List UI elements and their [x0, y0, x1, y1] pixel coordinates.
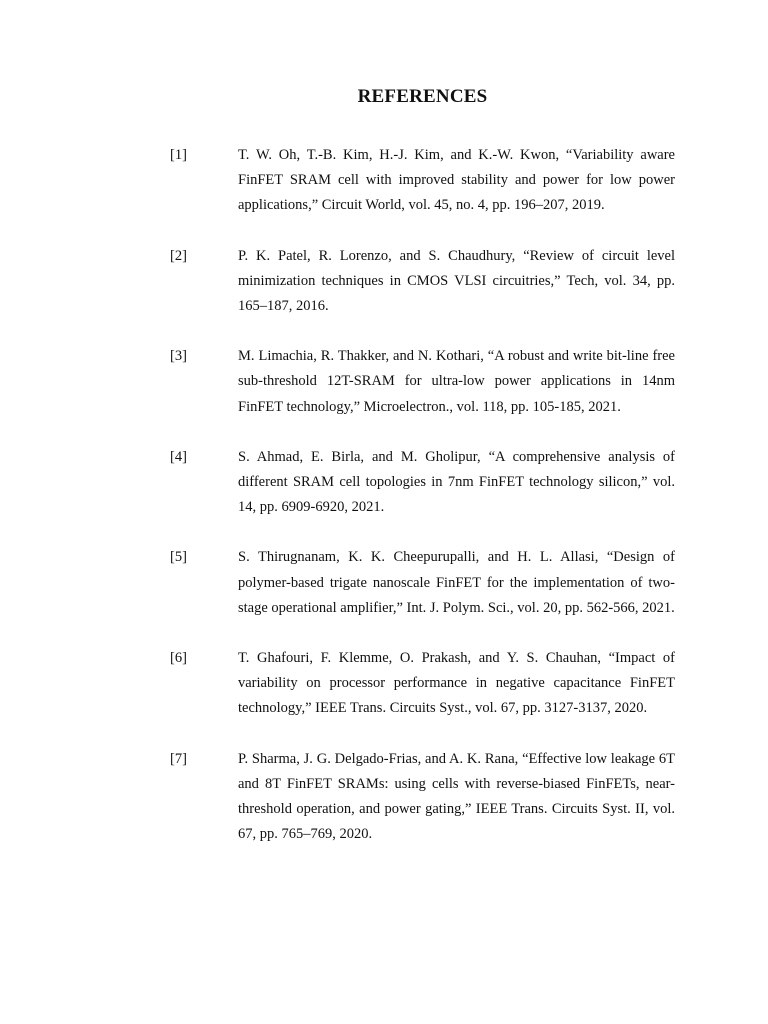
reference-number: [1] — [170, 147, 187, 163]
reference-number: [3] — [170, 348, 187, 365]
reference-item — [170, 646, 675, 722]
reference-text: S. Thirugnanam, K. K. Cheepurupalli, and H. L. Allasi, “Design of polymer-based trigate nanoscale FinFET for the implementation of two-stage operational amplifier,” Int. J. Polym. Sci., vol. 20, pp. 562-566, 2021. — [238, 549, 675, 616]
reference-number: [4] — [170, 448, 187, 465]
reference-text: T. W. Oh, T.-B. Kim, H.-J. Kim, and K.-W. Kwon, “Variability aware FinFET SRAM cell with improved stability and power for low power applications,” Circuit World, vol. 45, no. 4, pp. 196–207, 2019. — [238, 147, 675, 214]
reference-number: [2] — [170, 247, 187, 264]
page-title: REFERENCES — [357, 86, 488, 107]
reference-number: [7] — [170, 750, 187, 767]
reference-list — [170, 143, 675, 872]
reference-item — [170, 143, 675, 219]
reference-text: P. Sharma, J. G. Delgado-Frias, and A. K. Rana, “Effective low leakage 6T and 8T FinFET SRAMs: using cells with reverse-biased FinFETs, near-threshold operation, and power gating,” IEEE Trans. Circuits Syst. II, vol. 67, pp. 765–769, 2020. — [238, 750, 675, 843]
reference-number: [6] — [170, 650, 187, 667]
reference-item — [170, 747, 675, 848]
reference-item — [170, 344, 675, 420]
reference-item — [170, 445, 675, 521]
reference-number: [5] — [170, 549, 187, 566]
reference-text: S. Ahmad, E. Birla, and M. Gholipur, “A comprehensive analysis of different SRAM cell topologies in 7nm FinFET technology silicon,” vol. 14, pp. 6909-6920, 2021. — [238, 448, 675, 516]
reference-text: P. K. Patel, R. Lorenzo, and S. Chaudhury, “Review of circuit level minimization techniques in CMOS VLSI circuitries,” Tech, vol. 34, pp. 165–187, 2016. — [238, 247, 675, 315]
reference-text: T. Ghafouri, F. Klemme, O. Prakash, and Y. S. Chauhan, “Impact of variability on processor performance in negative capacitance FinFET technology,” IEEE Trans. Circuits Syst., vol. 67, pp. 3127-3137, 2020. — [238, 650, 675, 717]
reference-item — [170, 545, 675, 621]
reference-text: M. Limachia, R. Thakker, and N. Kothari, “A robust and write bit-line free sub-threshold 12T-SRAM for ultra-low power applications in 14nm FinFET technology,” Microelectron., vol. 118, pp. 105-185, 2021. — [238, 348, 675, 415]
reference-item — [170, 244, 675, 320]
